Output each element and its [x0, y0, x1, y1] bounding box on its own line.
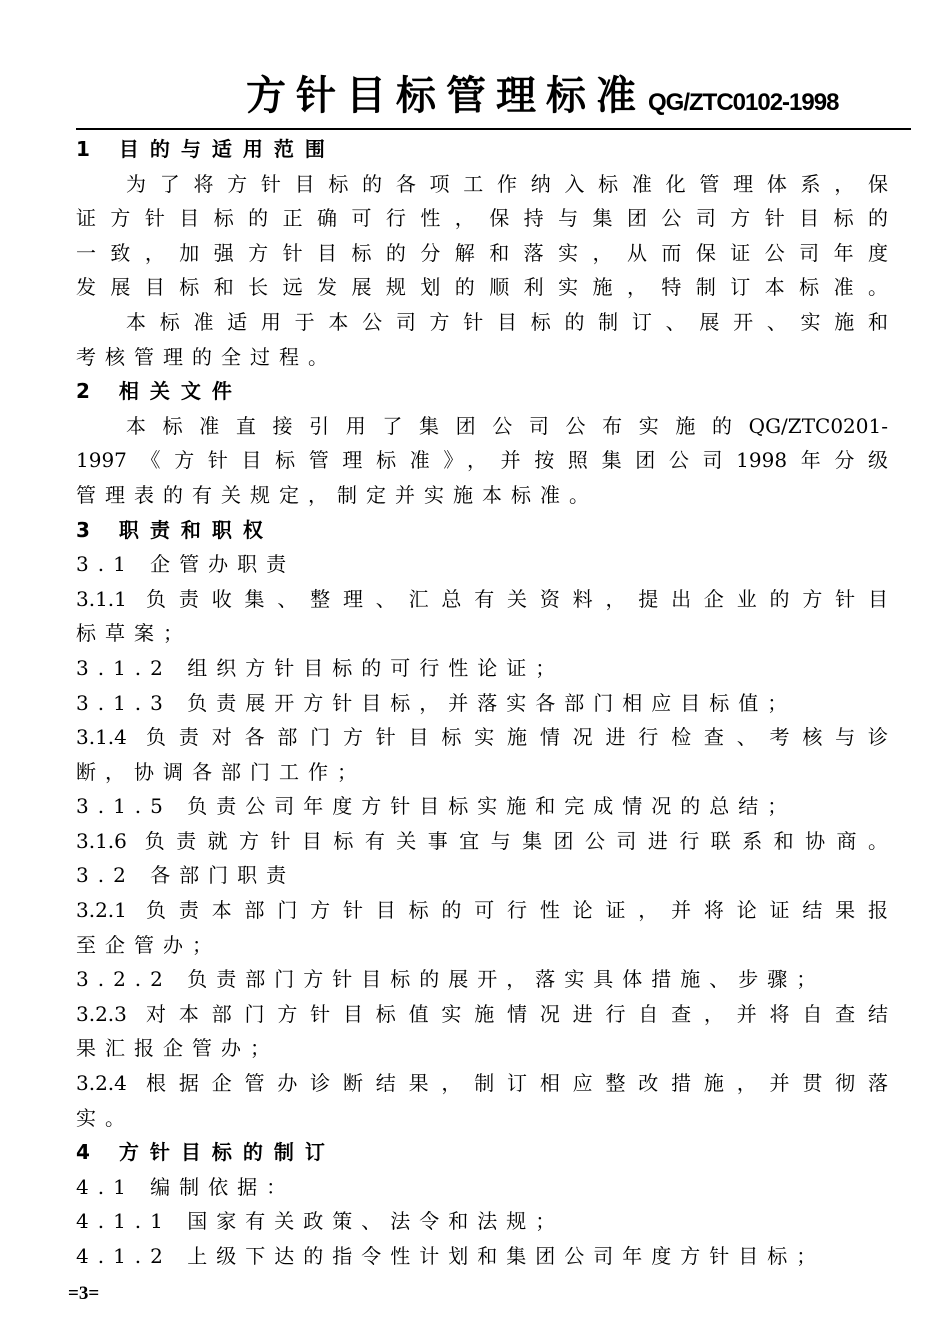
text-line: 3.2.2 负责部门方针目标的展开，落实具体措施、步骤； — [76, 967, 826, 992]
text-line: 3.1.3 负责展开方针目标，并落实各部门相应目标值； — [76, 690, 797, 715]
standard-code: QG/ZTC0102-1998 — [648, 89, 839, 116]
text-line: 考核管理的全过程。 — [76, 344, 337, 369]
text-line: 为了将方针目标的各项工作纳入标准化管理体系，保 — [126, 171, 888, 196]
section-heading: 1 目的与适用范围 — [76, 137, 336, 161]
text-line: 3.2 各部门职责 — [76, 863, 296, 888]
text-line: 至企管办； — [76, 932, 221, 957]
text-line: 3.1.5 负责公司年度方针目标实施和完成情况的总结； — [76, 794, 797, 819]
text-line: 发展目标和长远发展规划的顺利实施，特制订本标准。 — [76, 275, 888, 300]
text-line: 4.1.2 上级下达的指令性计划和集团公司年度方针目标； — [76, 1244, 826, 1268]
section-heading: 3 职责和职权 — [76, 517, 274, 542]
text-line: 实。 — [76, 1105, 134, 1130]
text-line: 断，协调各部门工作； — [76, 759, 366, 784]
text-line: 标草案； — [76, 621, 192, 646]
text-line: 一致，加强方针目标的分解和落实，从而保证公司年度 — [76, 240, 888, 265]
document-header — [76, 70, 911, 130]
section-heading: 2 相关文件 — [76, 379, 243, 404]
text-line: 3.2.4 根据企管办诊断结果，制订相应整改措施，并贯彻落 — [76, 1071, 888, 1096]
text-line: 证方针目标的正确可行性，保持与集团公司方针目标的 — [76, 206, 888, 231]
page-number: =3= — [68, 1283, 100, 1304]
text-line: 3.1.1 负责收集、整理、汇总有关资料，提出企业的方针目 — [76, 586, 888, 611]
text-line: 3.1.4 负责对各部门方针目标实施情况进行检查、考核与诊 — [76, 725, 888, 750]
text-line: 管理表的有关规定，制定并实施本标准。 — [76, 482, 598, 507]
text-line: 4.1.1 国家有关政策、法令和法规； — [76, 1209, 565, 1234]
text-line: 3.2.1 负责本部门方针目标的可行性论证，并将论证结果报 — [76, 898, 888, 923]
document-title: 方针目标管理标准 — [246, 73, 646, 119]
text-line: 3.1 企管办职责 — [76, 552, 296, 577]
text-line: 本标准适用于本公司方针目标的制订、展开、实施和 — [126, 309, 888, 334]
text-line: 果汇报企管办； — [76, 1036, 279, 1061]
text-line: 本标准直接引用了集团公司公布实施的QG/ZTC0201- — [126, 413, 888, 438]
text-line: 3.1.6 负责就方针目标有关事宜与集团公司进行联系和协商。 — [76, 828, 888, 853]
section-heading: 4 方针目标的制订 — [76, 1140, 336, 1165]
text-line: 3.1.2 组织方针目标的可行性论证； — [76, 655, 565, 680]
text-line: 4.1 编制依据： — [76, 1174, 296, 1199]
document-body — [76, 132, 888, 1274]
text-line: 3.2.3 对本部门方针目标值实施情况进行自查，并将自查结 — [76, 1001, 888, 1026]
text-line: 1997《方针目标管理标准》，并按照集团公司1998年分级 — [76, 448, 888, 473]
